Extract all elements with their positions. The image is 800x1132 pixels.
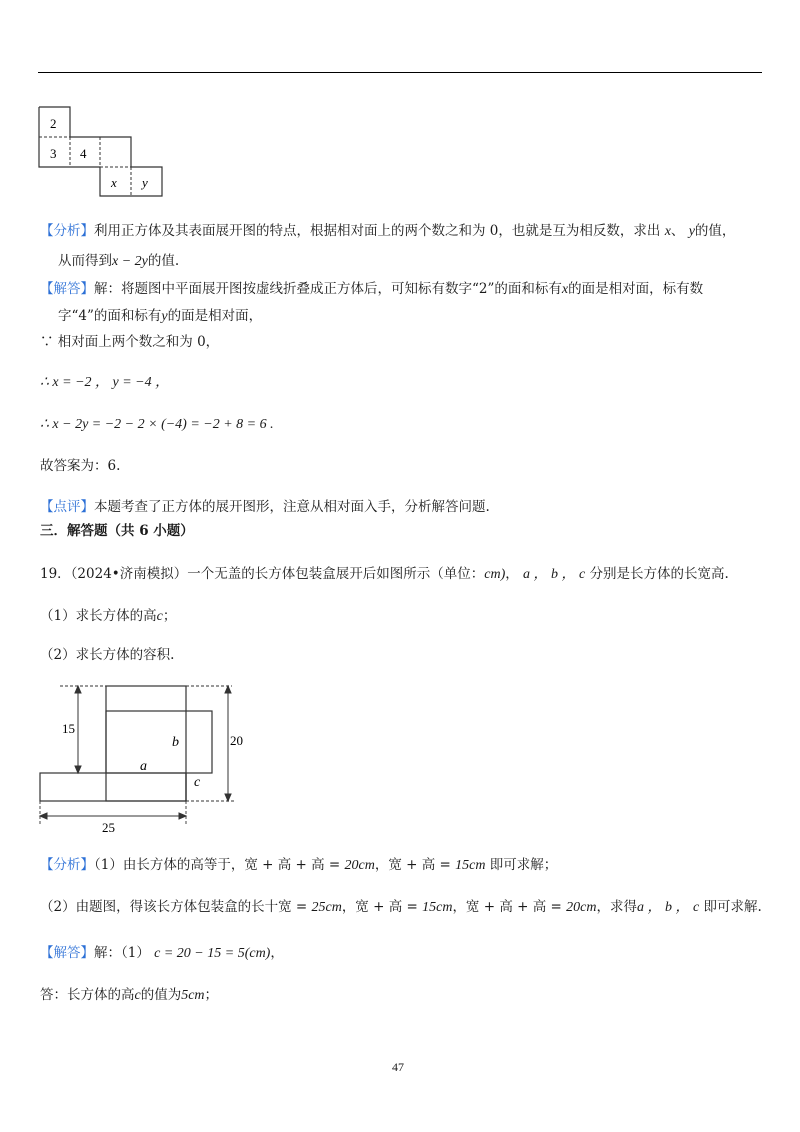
var-b-label: b bbox=[172, 735, 179, 750]
var-a-label: a bbox=[140, 759, 147, 774]
dim-15-label: 15 bbox=[62, 721, 75, 736]
solution-1-line-2: 字“4”的面和标有y的面是相对面， bbox=[58, 308, 263, 324]
analysis-2-line-2: （2）由题图，得该长方体包装盒的长十宽 = 25cm，宽 + 高 = 15cm，宽 + 高 + 高 = 20cm，求得a ， b ， c 即可求解. bbox=[40, 899, 762, 915]
solution-2-line-1: 【解答】解：（1） c = 20 − 15 = 5(cm)， bbox=[40, 945, 284, 961]
cube-net-figure bbox=[36, 104, 166, 198]
question-19-stem: 19．（2024•济南模拟）一个无盖的长方体包装盒展开后如图所示（单位：cm)， a ， b ， c 分别是长方体的长宽高. bbox=[40, 566, 729, 582]
net-cell-x: x bbox=[111, 175, 117, 190]
analysis-1-line-2: 从而得到x − 2y的值. bbox=[58, 253, 180, 269]
box-net-figure bbox=[28, 676, 250, 836]
solution-1-line-4: ∴ x = −2 ， y = −4 ， bbox=[40, 375, 170, 390]
comment-tag: 【点评】 bbox=[40, 499, 94, 515]
net-cell-y: y bbox=[142, 175, 148, 190]
solution-2-line-2: 答：长方体的高c的值为5cm； bbox=[40, 987, 219, 1003]
comment-1: 【点评】本题考查了正方体的展开图形，注意从相对面入手，分析解答问题. bbox=[40, 499, 490, 515]
question-19-part-1: （1）求长方体的高c； bbox=[40, 608, 177, 624]
analysis-1-line-1: 【分析】利用正方体及其表面展开图的特点，根据相对面上的两个数之和为 0，也就是互为相反数，求出 x、 y的值， bbox=[40, 223, 736, 239]
solution-1-line-5: ∴ x − 2y = −2 − 2 × (−4) = −2 + 8 = 6 . bbox=[40, 417, 274, 432]
solution-1-line-3: ∵ 相对面上两个数之和为 0， bbox=[40, 334, 220, 350]
var-c-label: c bbox=[194, 775, 201, 790]
solution-tag: 【解答】 bbox=[40, 281, 94, 297]
dim-25-label: 25 bbox=[102, 820, 115, 835]
solution-1-answer: 故答案为：6. bbox=[40, 458, 121, 474]
net-cell-4: 4 bbox=[80, 146, 87, 161]
header-rule bbox=[38, 72, 762, 73]
section-title: 三．解答题（共 6 小题） bbox=[40, 523, 194, 539]
net-cell-3: 3 bbox=[50, 146, 57, 161]
solution-1-line-1: 【解答】解：将题图中平面展开图按虚线折叠成正方体后，可知标有数字“2”的面和标有x的面是相对面，标有数 bbox=[40, 281, 704, 297]
dim-20-label: 20 bbox=[230, 733, 243, 748]
net-cell-2: 2 bbox=[50, 116, 57, 131]
analysis-2-line-1: 【分析】（1）由长方体的高等于，宽 + 高 + 高 = 20cm，宽 + 高 = 15cm 即可求解； bbox=[40, 857, 558, 873]
analysis-tag: 【分析】 bbox=[40, 223, 94, 239]
page-number: 47 bbox=[392, 1060, 404, 1074]
question-19-part-2: （2）求长方体的容积. bbox=[40, 647, 175, 663]
